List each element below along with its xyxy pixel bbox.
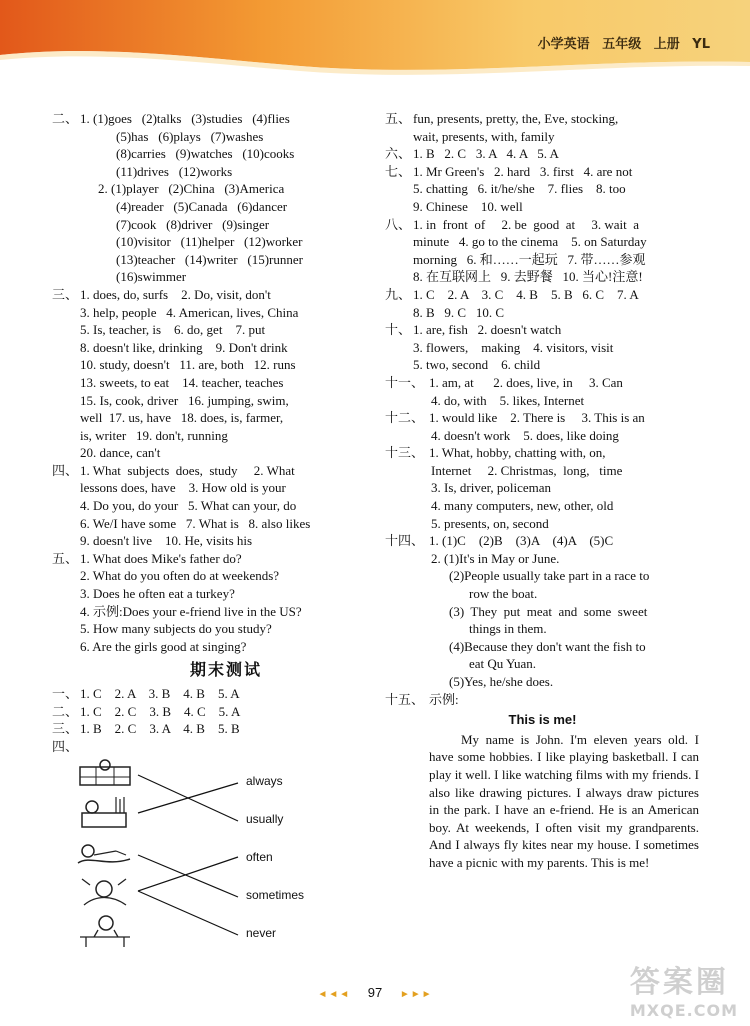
answer-line: 三、 1. B 2. C 3. A 4. B 5. B [52,721,240,737]
answer-line: (5)has (6)plays (7)washes [116,128,264,144]
answer-line: 8. B 9. C 10. C [413,304,505,320]
answer-line: 6. Are the girls good at singing? [80,638,247,654]
left-arrows-icon: ◄◄◄ [317,989,351,1000]
answer-line: 十、 1. are, fish 2. doesn't watch [385,322,562,338]
answer-line: 10. study, doesn't 11. are, both 12. runs [80,357,296,373]
answer-line: Internet 2. Christmas, long, time [431,462,623,478]
answer-line: (5)Yes, he/she does. [449,674,554,689]
answer-line: 三、 1. does, do, surfs 2. Do, visit, don't [52,286,271,302]
right-arrows-icon: ►►► [399,989,433,1000]
left-column [52,110,370,755]
answer-line: eat Qu Yuan. [469,656,537,672]
answer-line: 一、 1. C 2. A 3. B 4. B 5. A [52,686,240,701]
answer-line: 13. sweets, to eat 14. teacher, teaches [80,374,284,390]
answer-line: 5. Is, teacher, is 6. do, get 7. put [80,322,266,338]
match-word: usually [246,812,284,826]
answer-line: 8. doesn't like, drinking 9. Don't drink [80,339,288,355]
answer-line: (11)drives (12)works [116,163,233,179]
watermark-line1: 答案圈 [629,965,729,1000]
answer-line: 3. help, people 4. American, lives, China [80,304,299,320]
watermark-line2: MXQE.COM [629,1001,738,1020]
answer-line: 四、 1. What subjects does, study 2. What [52,462,295,478]
answer-line: 5. two, second 6. child [413,357,541,373]
answer-line: (4)reader (5)Canada (6)dancer [116,198,288,214]
answer-line: 4. 示例:Does your e-friend live in the US? [80,603,302,619]
header-labels [530,33,710,52]
answer-line: 5. chatting 6. it/he/she 7. flies 8. too [413,181,626,197]
answer-line: 五、 1. What does Mike's father do? [52,550,242,566]
answer-line: 8. 在互联网上 9. 去野餐 10. 当心!注意! [413,269,643,285]
header-grade: 五年级 [602,37,642,52]
answer-line: 3. Is, driver, policeman [431,480,552,496]
answer-line: 五、 fun, presents, pretty, the, Eve, stocking, [385,111,619,126]
matching-exercise [76,757,366,947]
header-volume: 上册 [653,37,680,52]
answer-line: (16)swimmer [116,269,187,285]
header-banner [0,0,750,80]
answer-line: 20. dance, can't [80,445,161,461]
answer-line: 四、 [52,738,79,754]
answer-line: 9. doesn't live 10. He, visits his [80,533,253,549]
answer-line: 十三、 1. What, hobby, chatting with, on, [385,445,606,461]
answer-line: 4. many computers, new, other, old [431,498,614,514]
match-word: often [246,850,273,864]
answer-line: 二、 1. (1)goes (2)talks (3)studies (4)flies [52,111,290,126]
answer-line: row the boat. [469,586,538,602]
answer-line: (13)teacher (14)writer (15)runner [116,251,303,267]
answer-line: (4)Because they don't want the fish to [449,638,646,654]
answer-line: (2)People usually take part in a race to [449,568,650,584]
answer-line: 2. What do you often do at weekends? [80,568,280,584]
answer-line: 3. Does he often eat a turkey? [80,586,235,602]
final-test-title: 期末测试 [189,660,262,680]
answer-line: 六、 1. B 2. C 3. A 4. A 5. A [385,146,559,162]
answer-line: 七、 1. Mr Green's 2. hard 3. first 4. are not [385,163,633,179]
match-word: always [246,774,283,788]
answer-line: 十五、 示例: [385,691,459,707]
answer-line: 4. doesn't work 5. does, like doing [431,427,619,443]
answer-line: things in them. [469,621,547,637]
essay-body: My name is John. I'm eleven years old. I have some hobbies. I like playing basketball. I can play it well. I like watching films with my friends. I also like drawing pictures. I always draw pictures in the park. I have an e-friend. He is an American boy. At weekends, I often visit my grandparents. And I always fly kites near my house. I sometimes have a picnic with my parents. This is me! [429,731,699,870]
matching-lines [76,757,366,947]
answer-line: morning 6. 和……一起玩 7. 带……参观 [413,251,646,267]
answer-line: 9. Chinese 10. well [413,198,523,214]
match-word: sometimes [246,888,305,902]
answer-line: 4. Do you, do your 5. What can your, do [80,498,297,514]
header-edition: YL [692,37,710,52]
answer-line: lessons does, have 3. How old is your [80,480,286,496]
answer-line: 十四、 1. (1)C (2)B (3)A (4)A (5)C [385,533,614,549]
answer-line: well 17. us, have 18. does, is, farmer, [80,410,284,426]
answer-line: 十二、 1. would like 2. There is 3. This is an [385,410,645,426]
answer-line: 4. do, with 5. likes, Internet [431,392,585,408]
answer-line: 十一、 1. am, at 2. does, live, in 3. Can [385,374,623,390]
answer-line: 2. (1)It's in May or June. [431,550,560,566]
match-word: never [246,926,277,940]
answer-line: (7)cook (8)driver (9)singer [116,216,270,232]
watermark [630,957,738,1020]
answer-line: (8)carries (9)watches (10)cooks [116,146,295,162]
answer-line: 3. flowers, making 4. visitors, visit [413,339,614,355]
answer-line: is, writer 19. don't, running [80,427,228,443]
right-column [385,110,700,872]
answer-line: 15. Is, cook, driver 16. jumping, swim, [80,392,289,408]
answer-line: 6. We/I have some 7. What is 8. also likes [80,515,311,531]
answer-line: 2. (1)player (2)China (3)America [98,181,285,197]
page-number: 97 [367,985,383,1000]
answer-line: (3) They put meat and some sweet [449,603,648,619]
header-subject: 小学英语 [537,37,590,52]
answer-line: (10)visitor (11)helper (12)worker [116,234,303,250]
answer-line: 九、 1. C 2. A 3. C 4. B 5. B 6. C 7. A [385,286,639,302]
essay-title: This is me! [508,712,577,728]
answer-line: minute 4. go to the cinema 5. on Saturday [413,234,647,250]
answer-line: wait, presents, with, family [413,128,555,144]
answer-line: 5. presents, on, second [431,515,549,531]
answer-line: 八、 1. in front of 2. be good at 3. wait a [385,216,640,232]
answer-line: 二、 1. C 2. C 3. B 4. C 5. A [52,703,241,719]
answer-line: 5. How many subjects do you study? [80,621,272,637]
